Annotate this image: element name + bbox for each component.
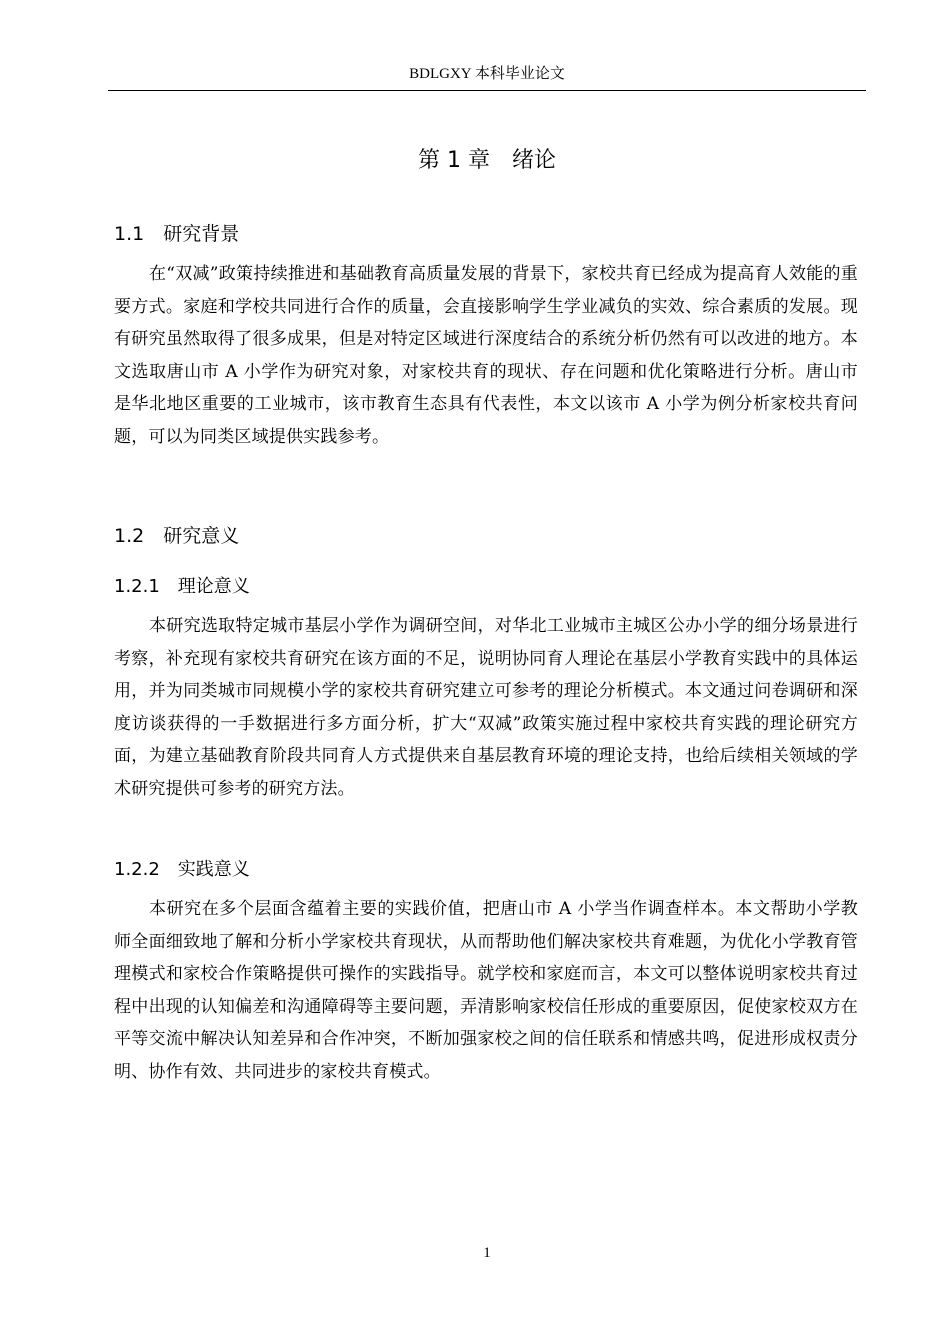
page-number: 1 bbox=[483, 1245, 491, 1261]
section-heading-research-background: 1.1 研究背景 bbox=[114, 223, 240, 245]
subsection-heading-theoretical-significance: 1.2.1 理论意义 bbox=[114, 576, 250, 597]
header-divider bbox=[108, 90, 866, 91]
running-header: BDLGXY 本科毕业论文 bbox=[409, 66, 565, 82]
section-heading-research-significance: 1.2 研究意义 bbox=[114, 525, 240, 547]
chapter-title: 第 1 章 绪论 bbox=[418, 148, 556, 173]
paragraph-theoretical-significance: 本研究选取特定城市基层小学作为调研空间，对华北工业城市主城区公办小学的细分场景进行考察，补充现有家校共育研究在该方面的不足，说明协同育人理论在基层小学教育实践中的具体运用，并为同类城市同规模小学的家校共育研究建立可参考的理论分析模式。本文通过问卷调研和深度访谈获得的一手数据进行多方面分析，扩大“双减”政策实施过程中家校共育实践的理论研究方面，为建立基础教育阶段共同育人方式提供来自基层教育环境的理论支持，也给后续相关领域的学术研究提供可参考的研究方法。 bbox=[114, 616, 858, 799]
paragraph-research-background: 在“双减”政策持续推进和基础教育高质量发展的背景下，家校共育已经成为提高育人效能的重要方式。家庭和学校共同进行合作的质量，会直接影响学生学业减负的实效、综合素质的发展。现有研究虽然取得了很多成果，但是对特定区域进行深度结合的系统分析仍然有可以改进的地方。本文选取唐山市 A 小学作为研究对象，对家校共育的现状、存在问题和优化策略进行分析。唐山市是华北地区重要的工业城市，该市教育生态具有代表性，本文以该市 A 小学为例分析家校共育问题，可以为同类区域提供实践参考。 bbox=[114, 264, 858, 447]
paragraph-practical-significance: 本研究在多个层面含蕴着主要的实践价值，把唐山市 A 小学当作调查样本。本文帮助小学教师全面细致地了解和分析小学家校共育现状，从而帮助他们解决家校共育难题，为优化小学教育管理模式和家校合作策略提供可操作的实践指导。就学校和家庭而言，本文可以整体说明家校共育过程中出现的认知偏差和沟通障碍等主要问题，弄清影响家校信任形成的重要原因，促使家校双方在平等交流中解决认知差异和合作冲突，不断加强家校之间的信任联系和情感共鸣，促进形成权责分明、协作有效、共同进步的家校共育模式。 bbox=[114, 899, 858, 1082]
subsection-heading-practical-significance: 1.2.2 实践意义 bbox=[114, 859, 250, 880]
